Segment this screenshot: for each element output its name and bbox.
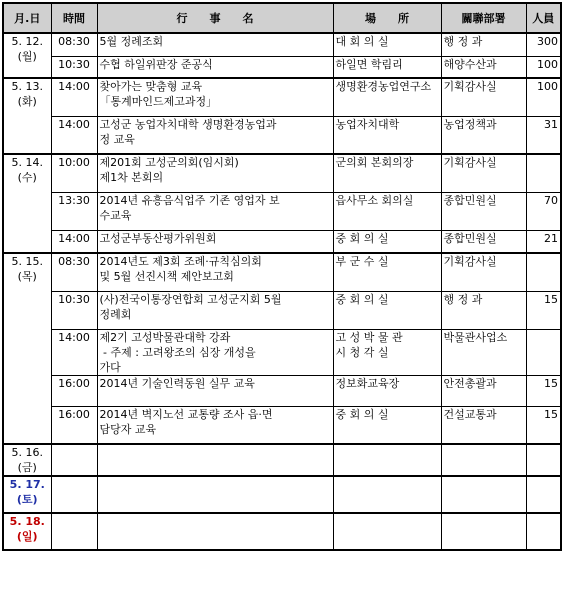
- header-dept: 關聯部署: [441, 3, 526, 33]
- table-row: [3, 444, 561, 476]
- event-cell: [97, 329, 333, 375]
- table-row: [3, 513, 561, 550]
- event-line: - 주제 : 고려왕조의 심장 개성을: [99, 345, 256, 359]
- time-cell: 13:30: [51, 192, 97, 230]
- dept-cell: 건설교통과: [441, 406, 526, 444]
- people-cell: [526, 444, 561, 476]
- time-cell: 10:30: [51, 56, 97, 78]
- time-cell: [51, 513, 97, 550]
- event-line: 제201회 고성군의회(임시회): [99, 156, 239, 169]
- place-line: 중 회 의 실: [335, 407, 389, 421]
- people-cell: 100: [526, 78, 561, 116]
- date-label: 5. 18.: [9, 515, 45, 528]
- place-line: 하일면 학림리: [335, 57, 403, 71]
- event-cell: [97, 116, 333, 154]
- header-place: 場 所: [333, 3, 441, 33]
- people-cell: [526, 513, 561, 550]
- time-cell: 14:00: [51, 116, 97, 154]
- table-row: [3, 329, 561, 375]
- event-cell: [97, 253, 333, 291]
- event-cell: [97, 192, 333, 230]
- place-cell: [333, 192, 441, 230]
- place-cell: [333, 33, 441, 56]
- dept-cell: 박물관사업소: [441, 329, 526, 375]
- date-label: 5. 17.: [9, 478, 45, 491]
- date-cell: [3, 476, 51, 513]
- people-cell: 31: [526, 116, 561, 154]
- event-cell: [97, 230, 333, 253]
- date-label: 5. 14.: [11, 156, 43, 169]
- table-row: [3, 230, 561, 253]
- time-cell: 10:00: [51, 154, 97, 192]
- weekday-label: (목): [17, 270, 37, 283]
- weekday-label: (토): [16, 493, 38, 506]
- table-row: [3, 375, 561, 406]
- dept-cell: [441, 476, 526, 513]
- dept-cell: 기획감사실: [441, 78, 526, 116]
- event-line: 정 교육: [99, 132, 135, 146]
- header-people: 人員: [526, 3, 561, 33]
- table-row: [3, 33, 561, 56]
- place-cell: [333, 476, 441, 513]
- event-line: 2014년도 제3회 조례·규칙심의회: [99, 255, 262, 268]
- place-cell: [333, 253, 441, 291]
- people-cell: [526, 253, 561, 291]
- table-row: [3, 78, 561, 116]
- table-row: [3, 56, 561, 78]
- place-cell: [333, 375, 441, 406]
- place-cell: [333, 444, 441, 476]
- people-cell: [526, 329, 561, 375]
- event-line: 2014년 기술인력동원 실무 교육: [99, 376, 255, 390]
- dept-cell: 종합민원실: [441, 192, 526, 230]
- place-cell: [333, 291, 441, 329]
- date-cell: [3, 33, 51, 78]
- people-cell: 15: [526, 291, 561, 329]
- dept-cell: [441, 513, 526, 550]
- header-event: 行 事 名: [97, 3, 333, 33]
- time-cell: 08:30: [51, 253, 97, 291]
- schedule-body: [3, 33, 561, 550]
- place-line: 중 회 의 실: [335, 231, 389, 245]
- dept-cell: 기획감사실: [441, 154, 526, 192]
- dept-cell: 행 정 과: [441, 291, 526, 329]
- place-line: 생명환경농업연구소: [335, 80, 432, 93]
- event-line: 제1차 본회의: [99, 171, 164, 184]
- people-cell: [526, 154, 561, 192]
- schedule-table: [2, 2, 562, 551]
- place-cell: [333, 116, 441, 154]
- event-cell: [97, 476, 333, 513]
- date-label: 5. 15.: [11, 255, 43, 268]
- event-line: 가다: [99, 360, 121, 374]
- people-cell: 300: [526, 33, 561, 56]
- time-cell: 16:00: [51, 406, 97, 444]
- date-cell: [3, 444, 51, 476]
- event-line: 「통계마인드제고과정」: [99, 95, 218, 108]
- place-cell: [333, 154, 441, 192]
- header-row: [3, 3, 561, 33]
- time-cell: [51, 444, 97, 476]
- dept-cell: 해양수산과: [441, 56, 526, 78]
- event-line: 담당자 교육: [99, 422, 157, 436]
- event-line: 제2기 고성박물관대학 강좌: [99, 330, 231, 344]
- event-cell: [97, 513, 333, 550]
- event-cell: [97, 56, 333, 78]
- event-cell: [97, 291, 333, 329]
- dept-cell: [441, 444, 526, 476]
- weekday-label: (금): [17, 461, 37, 474]
- event-line: 정례회: [99, 307, 132, 321]
- weekday-label: (수): [17, 171, 37, 184]
- dept-cell: 농업정책과: [441, 116, 526, 154]
- weekday-label: (화): [17, 95, 37, 108]
- people-cell: 15: [526, 375, 561, 406]
- table-row: [3, 253, 561, 291]
- event-line: 고성군 농업자치대학 생명환경농업과: [99, 117, 277, 131]
- date-cell: [3, 154, 51, 253]
- place-line: 중 회 의 실: [335, 292, 389, 306]
- event-line: 수협 하일위판장 준공식: [99, 57, 213, 71]
- header-date: 月.日: [3, 3, 51, 33]
- table-row: [3, 116, 561, 154]
- table-row: [3, 291, 561, 329]
- event-line: 2014년 벽지노선 교통량 조사 읍·면: [99, 407, 273, 421]
- event-cell: [97, 33, 333, 56]
- place-cell: [333, 513, 441, 550]
- event-line: 5월 정례조회: [99, 35, 164, 48]
- place-cell: [333, 78, 441, 116]
- people-cell: [526, 476, 561, 513]
- table-row: [3, 476, 561, 513]
- people-cell: 100: [526, 56, 561, 78]
- place-line: 대 회 의 실: [335, 35, 389, 48]
- time-cell: 14:00: [51, 78, 97, 116]
- time-cell: 08:30: [51, 33, 97, 56]
- people-cell: 70: [526, 192, 561, 230]
- weekday-label: (월): [17, 50, 37, 63]
- place-line: 군의회 본회의장: [335, 156, 414, 169]
- people-cell: 21: [526, 230, 561, 253]
- place-line: 부 군 수 실: [335, 255, 389, 268]
- table-row: [3, 154, 561, 192]
- weekday-label: (일): [16, 530, 38, 543]
- event-line: (사)전국이통장연합회 고성군지회 5월: [99, 292, 282, 306]
- date-cell: [3, 78, 51, 154]
- place-line: 읍사무소 회의실: [335, 193, 414, 207]
- time-cell: 14:00: [51, 230, 97, 253]
- time-cell: 10:30: [51, 291, 97, 329]
- place-line: 시 청 각 실: [335, 345, 389, 359]
- place-cell: [333, 56, 441, 78]
- event-line: 고성군부동산평가위원회: [99, 231, 217, 245]
- event-cell: [97, 78, 333, 116]
- event-cell: [97, 154, 333, 192]
- place-line: 고 성 박 물 관: [335, 330, 403, 344]
- place-line: 정보화교육장: [335, 376, 400, 390]
- place-cell: [333, 406, 441, 444]
- event-cell: [97, 375, 333, 406]
- place-cell: [333, 329, 441, 375]
- place-cell: [333, 230, 441, 253]
- people-cell: 15: [526, 406, 561, 444]
- event-line: 찾아가는 맞춤형 교육: [99, 80, 203, 93]
- time-cell: [51, 476, 97, 513]
- date-cell: [3, 253, 51, 444]
- event-cell: [97, 406, 333, 444]
- date-label: 5. 13.: [11, 80, 43, 93]
- place-line: 농업자치대학: [335, 117, 400, 131]
- dept-cell: 행 정 과: [441, 33, 526, 56]
- event-cell: [97, 444, 333, 476]
- event-line: 및 5월 선진시책 제안보고회: [99, 270, 234, 283]
- date-label: 5. 12.: [11, 35, 43, 48]
- table-row: [3, 406, 561, 444]
- time-cell: 16:00: [51, 375, 97, 406]
- dept-cell: 종합민원실: [441, 230, 526, 253]
- table-row: [3, 192, 561, 230]
- header-time: 時間: [51, 3, 97, 33]
- dept-cell: 안전총괄과: [441, 375, 526, 406]
- date-cell: [3, 513, 51, 550]
- time-cell: 14:00: [51, 329, 97, 375]
- date-label: 5. 16.: [11, 446, 43, 459]
- event-line: 수교육: [99, 208, 132, 222]
- dept-cell: 기획감사실: [441, 253, 526, 291]
- event-line: 2014년 유흥음식업주 기존 영업자 보: [99, 193, 280, 207]
